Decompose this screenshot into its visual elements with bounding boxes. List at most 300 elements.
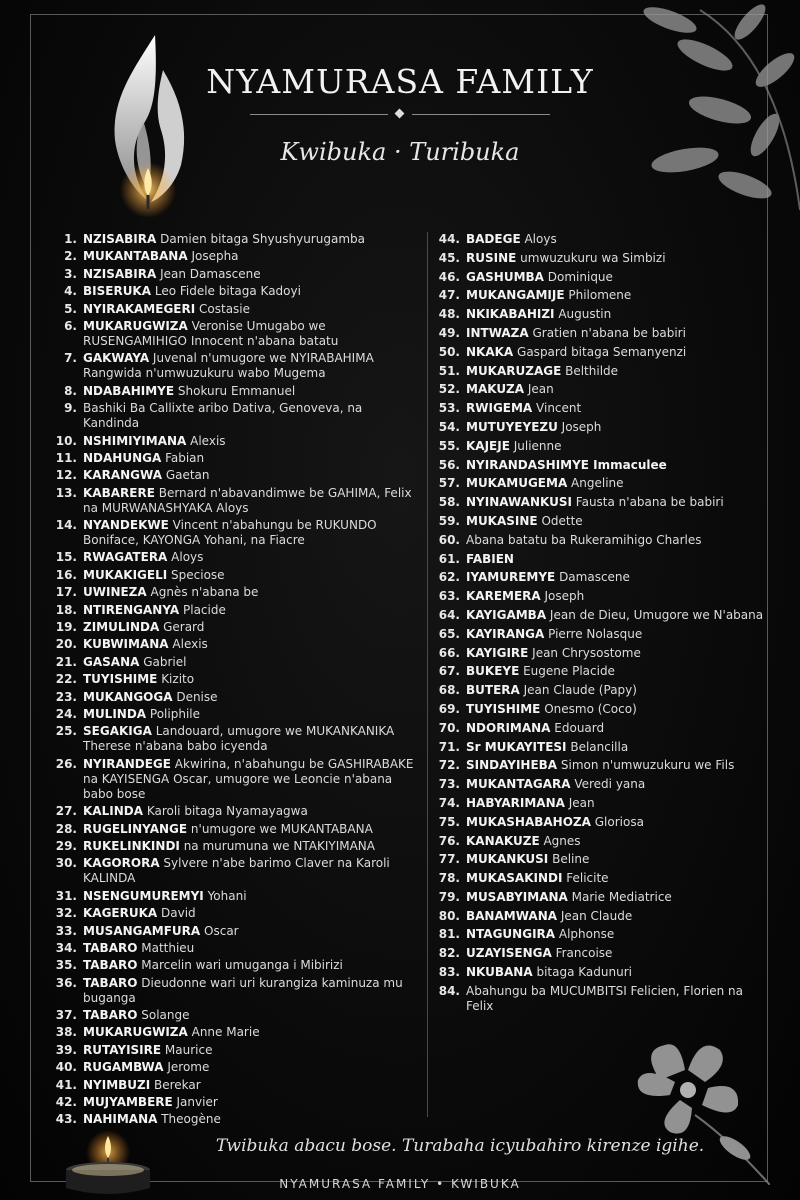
item-number: 62. <box>438 570 460 585</box>
item-text <box>466 552 773 567</box>
item-surname: NYIRANDEGE <box>83 756 171 771</box>
item-text <box>466 476 773 491</box>
item-surname: NYIRANDASHIMYE Immaculee <box>466 457 667 472</box>
item-number: 25. <box>55 724 77 739</box>
list-item <box>50 603 420 618</box>
item-number: 14. <box>55 518 77 533</box>
list-item <box>433 946 773 961</box>
item-given-names: Costasie <box>195 301 251 316</box>
list-item <box>433 683 773 698</box>
item-number: 36. <box>55 975 77 990</box>
item-given-names: na murumuna we NTAKIYIMANA <box>179 838 375 853</box>
item-surname: KABARERE <box>83 485 155 500</box>
item-given-names: Agnes <box>539 833 581 848</box>
item-number: 43. <box>55 1112 77 1127</box>
item-number: 64. <box>438 607 460 622</box>
list-item <box>50 1008 420 1023</box>
page-subtitle: Kwibuka · Turibuka <box>280 138 520 166</box>
item-surname: MUKASHABAHOZA <box>466 814 591 829</box>
item-surname: KAYIRANGA <box>466 626 545 641</box>
item-given-names: Bernard n'abavandimwe be GAHIMA, Felix na MURWANASHYAKA Aloys <box>83 485 412 515</box>
item-text <box>83 958 420 973</box>
list-item <box>50 486 420 516</box>
item-given-names: Maurice <box>161 1042 213 1057</box>
item-given-names: Abana batatu ba Rukeramihigo Charles <box>466 532 702 547</box>
item-text <box>83 351 420 381</box>
item-text <box>466 834 773 849</box>
list-item <box>50 724 420 754</box>
item-text <box>466 796 773 811</box>
item-given-names: Fabian <box>161 450 205 465</box>
item-given-names: n'umugore we MUKANTABANA <box>187 821 373 836</box>
item-surname: MUKAMUGEMA <box>466 476 568 491</box>
item-text <box>466 871 773 886</box>
leaves-icon <box>640 0 800 220</box>
list-item <box>50 401 420 431</box>
item-text <box>83 822 420 837</box>
list-item <box>50 637 420 652</box>
item-given-names: Beline <box>548 852 590 867</box>
item-given-names: Gaetan <box>162 468 210 483</box>
item-text <box>466 740 773 755</box>
item-given-names: Joseph <box>540 589 585 604</box>
item-number: 35. <box>55 958 77 973</box>
item-surname: NSHIMIYIMANA <box>83 433 187 448</box>
item-surname: TABARO <box>83 958 138 973</box>
item-surname: KAGORORA <box>83 856 160 871</box>
item-number: 46. <box>438 269 460 284</box>
item-text <box>83 518 420 548</box>
item-number: 80. <box>438 908 460 923</box>
item-number: 70. <box>438 720 460 735</box>
item-text <box>466 815 773 830</box>
item-surname: MUKANKUSI <box>466 852 549 867</box>
item-text <box>83 757 420 802</box>
item-surname: NYIRAKAMEGERI <box>83 301 196 316</box>
page-title: NYAMURASA FAMILY <box>206 62 594 101</box>
item-given-names: bitaga Kadunuri <box>532 965 632 980</box>
item-number: 78. <box>438 871 460 886</box>
footer-text: NYAMURASA FAMILY • KWIBUKA <box>279 1177 521 1191</box>
item-text <box>83 839 420 854</box>
item-surname: NYIMBUZI <box>83 1077 151 1092</box>
list-item <box>50 958 420 973</box>
item-surname: NTAGUNGIRA <box>466 927 556 942</box>
item-text <box>83 1060 420 1075</box>
list-item <box>50 451 420 466</box>
item-number: 55. <box>438 438 460 453</box>
item-surname: FABIEN <box>466 551 514 566</box>
item-surname: ZIMULINDA <box>83 620 160 635</box>
list-item <box>50 550 420 565</box>
item-surname: NKAKA <box>466 344 514 359</box>
list-item <box>433 270 773 285</box>
list-item <box>50 384 420 399</box>
item-given-names: Jean de Dieu, Umugore we N'abana <box>546 607 764 622</box>
item-text <box>466 758 773 773</box>
list-item <box>433 307 773 322</box>
item-text <box>466 664 773 679</box>
item-surname: KAJEJE <box>466 438 510 453</box>
item-number: 17. <box>55 585 77 600</box>
item-number: 40. <box>55 1060 77 1075</box>
item-given-names: Jean <box>524 382 554 397</box>
list-item <box>50 585 420 600</box>
item-given-names: Augustin <box>554 307 612 322</box>
item-surname: KAGERUKA <box>83 906 158 921</box>
list-item <box>50 1060 420 1075</box>
item-given-names: Marie Mediatrice <box>567 889 672 904</box>
list-item <box>50 822 420 837</box>
list-item <box>433 646 773 661</box>
list-item <box>50 672 420 687</box>
item-number: 18. <box>55 602 77 617</box>
item-number: 50. <box>438 344 460 359</box>
list-item <box>433 740 773 755</box>
item-given-names: Jean Claude <box>557 908 633 923</box>
item-text <box>83 319 420 349</box>
item-text <box>83 804 420 819</box>
item-surname: NDORIMANA <box>466 720 551 735</box>
list-item <box>433 664 773 679</box>
item-given-names: Solange <box>137 1008 190 1023</box>
list-item <box>50 319 420 349</box>
item-given-names: Jean <box>564 795 595 810</box>
item-given-names: Joseph <box>557 419 602 434</box>
item-surname: IYAMUREMYE <box>466 570 556 585</box>
item-given-names: Belancilla <box>566 739 629 754</box>
list-item <box>433 401 773 416</box>
item-text <box>83 1008 420 1023</box>
item-surname: NDAHUNGA <box>83 450 162 465</box>
item-given-names: Aloys <box>520 232 557 246</box>
list-item <box>50 906 420 921</box>
list-item <box>433 420 773 435</box>
list-item <box>433 232 773 247</box>
item-given-names: Berekar <box>150 1077 201 1092</box>
list-item <box>433 852 773 867</box>
item-number: 56. <box>438 457 460 472</box>
item-given-names: Veronise Umugabo we RUSENGAMIHIGO Innocent n'abana batatu <box>83 318 339 348</box>
item-surname: RUGAMBWA <box>83 1060 164 1075</box>
item-number: 23. <box>55 689 77 704</box>
item-text <box>466 965 773 980</box>
item-given-names: Francoise <box>551 946 613 961</box>
item-number: 37. <box>55 1008 77 1023</box>
item-given-names: Damascene <box>555 570 630 585</box>
column-divider <box>427 232 428 1117</box>
flame-icon <box>103 30 193 220</box>
item-text <box>466 288 773 303</box>
item-text <box>83 620 420 635</box>
item-text <box>466 946 773 961</box>
item-given-names: Landouard, umugore we MUKANKANIKA Therese n'abana babo icyenda <box>83 724 395 754</box>
item-given-names: Gloriosa <box>590 814 644 829</box>
item-number: 28. <box>55 821 77 836</box>
item-text <box>466 458 773 473</box>
list-item <box>433 439 773 454</box>
list-item <box>433 495 773 510</box>
list-item <box>433 345 773 360</box>
list-item <box>50 707 420 722</box>
item-number: 83. <box>438 965 460 980</box>
item-number: 71. <box>438 739 460 754</box>
item-number: 60. <box>438 532 460 547</box>
list-item <box>433 251 773 266</box>
list-item <box>433 570 773 585</box>
item-given-names: Aloys <box>167 550 204 565</box>
item-surname: MUKANTAGARA <box>466 777 571 792</box>
item-text <box>466 570 773 585</box>
item-given-names: Janvier <box>172 1095 218 1110</box>
item-surname: GASANA <box>83 654 140 669</box>
item-number: 54. <box>438 419 460 434</box>
list-item <box>433 758 773 773</box>
item-number: 7. <box>64 351 77 366</box>
item-surname: RWIGEMA <box>466 401 533 416</box>
item-surname: NKIKABAHIZI <box>466 307 555 322</box>
item-number: 3. <box>64 266 77 281</box>
item-given-names: Matthieu <box>137 940 195 955</box>
item-number: 33. <box>55 923 77 938</box>
item-given-names: Gratien n'abana be babiri <box>528 325 686 340</box>
item-given-names: Onesmo (Coco) <box>540 701 637 716</box>
item-text <box>466 364 773 379</box>
item-given-names: Kizito <box>157 672 195 687</box>
item-number: 4. <box>64 284 77 299</box>
item-surname: BANAMWANA <box>466 908 558 923</box>
item-text <box>83 267 420 282</box>
item-text <box>83 724 420 754</box>
list-item <box>433 702 773 717</box>
item-surname: NAHIMANA <box>83 1112 158 1127</box>
item-given-names: Placide <box>179 602 226 617</box>
list-item <box>50 267 420 282</box>
item-given-names: Jerome <box>163 1060 210 1075</box>
item-surname: KALINDA <box>83 804 143 819</box>
item-given-names: Alexis <box>168 637 208 652</box>
item-number: 5. <box>64 301 77 316</box>
list-item <box>433 627 773 642</box>
item-surname: KAREMERA <box>466 589 541 604</box>
item-surname: MUTUYEYEZU <box>466 419 558 434</box>
item-given-names: Jean Claude (Papy) <box>519 683 637 698</box>
item-given-names: Karoli bitaga Nyamayagwa <box>143 804 308 819</box>
item-surname: MUKANTABANA <box>83 249 188 264</box>
item-surname: RUGELINYANGE <box>83 821 188 836</box>
item-text <box>466 702 773 717</box>
item-number: 51. <box>438 363 460 378</box>
item-text <box>83 1095 420 1110</box>
list-item <box>50 232 420 247</box>
item-surname: INTWAZA <box>466 325 529 340</box>
item-text <box>83 889 420 904</box>
item-number: 41. <box>55 1077 77 1092</box>
item-text <box>83 603 420 618</box>
item-text <box>466 251 773 266</box>
item-surname: KUBWIMANA <box>83 637 169 652</box>
item-number: 45. <box>438 250 460 265</box>
item-number: 16. <box>55 567 77 582</box>
item-surname: NYANDEKWE <box>83 518 169 533</box>
item-number: 57. <box>438 476 460 491</box>
list-item <box>433 909 773 924</box>
item-surname: NDABAHIMYE <box>83 383 175 398</box>
list-item <box>433 834 773 849</box>
item-given-names: Belthilde <box>561 363 619 378</box>
item-text <box>466 401 773 416</box>
item-text <box>83 1043 420 1058</box>
item-given-names: Akwirina, n'abahungu be GASHIRABAKE na KAYISENGA Oscar, umugore we Leoncie n'abana babo bose <box>83 756 414 801</box>
item-surname: UWINEZA <box>83 585 147 600</box>
list-item <box>50 690 420 705</box>
names-list-left <box>50 232 420 1130</box>
item-number: 34. <box>55 940 77 955</box>
item-surname: SEGAKIGA <box>83 724 152 739</box>
list-item <box>433 796 773 811</box>
item-text <box>83 451 420 466</box>
item-given-names: Julienne <box>509 438 562 453</box>
item-number: 48. <box>438 307 460 322</box>
list-item <box>50 839 420 854</box>
item-text <box>83 434 420 449</box>
item-given-names: Marcelin wari umuganga i Mibirizi <box>137 958 343 973</box>
item-surname: MUKANGAMIJE <box>466 288 565 303</box>
item-given-names: Alexis <box>186 433 226 448</box>
item-surname: BUKEYE <box>466 664 520 679</box>
item-given-names: Leo Fidele bitaga Kadoyi <box>151 284 301 299</box>
item-given-names: Damien bitaga Shyushyurugamba <box>156 232 365 246</box>
list-item <box>50 351 420 381</box>
item-given-names: Anne Marie <box>187 1025 260 1040</box>
list-item <box>433 326 773 341</box>
list-item <box>50 856 420 886</box>
item-text <box>466 777 773 792</box>
item-text <box>466 232 773 247</box>
item-text <box>466 345 773 360</box>
item-surname: NZISABIRA <box>83 232 157 246</box>
item-text <box>466 382 773 397</box>
list-item <box>433 608 773 623</box>
item-surname: NYINAWANKUSI <box>466 495 572 510</box>
item-text <box>83 384 420 399</box>
item-number: 79. <box>438 889 460 904</box>
item-text <box>83 637 420 652</box>
item-number: 63. <box>438 589 460 604</box>
list-item <box>50 518 420 548</box>
item-number: 38. <box>55 1025 77 1040</box>
item-number: 53. <box>438 401 460 416</box>
item-surname: MUKASINE <box>466 513 538 528</box>
item-text <box>83 284 420 299</box>
list-item <box>50 1043 420 1058</box>
item-text <box>466 909 773 924</box>
item-given-names: Gabriel <box>139 654 187 669</box>
list-item <box>50 620 420 635</box>
item-given-names: Juvenal n'umugore we NYIRABAHIMA Rangwida n'umwuzukuru wabo Mugema <box>83 351 374 381</box>
item-surname: MUKAKIGELI <box>83 567 168 582</box>
item-given-names: Oscar <box>200 923 239 938</box>
item-text <box>466 627 773 642</box>
item-text <box>83 672 420 687</box>
item-text <box>466 646 773 661</box>
list-item <box>50 924 420 939</box>
flower-icon <box>620 1020 770 1185</box>
item-number: 30. <box>55 856 77 871</box>
item-number: 67. <box>438 664 460 679</box>
item-text <box>466 683 773 698</box>
item-number: 32. <box>55 906 77 921</box>
list-item <box>50 468 420 483</box>
item-text <box>83 976 420 1006</box>
item-text <box>466 439 773 454</box>
item-number: 19. <box>55 620 77 635</box>
item-given-names: Gaspard bitaga Semanyenzi <box>513 344 687 359</box>
item-given-names: Vincent <box>532 401 582 416</box>
item-text <box>83 906 420 921</box>
item-given-names: Dieudonne wari uri kurangiza kaminuza mu buganga <box>83 975 403 1005</box>
item-surname: KAYIGAMBA <box>466 607 547 622</box>
item-surname: RUTAYISIRE <box>83 1042 162 1057</box>
item-number: 8. <box>64 383 77 398</box>
item-text <box>466 927 773 942</box>
item-given-names: Poliphile <box>146 706 200 721</box>
item-surname: MULINDA <box>83 706 147 721</box>
list-item <box>433 815 773 830</box>
item-text <box>466 852 773 867</box>
list-item <box>50 1025 420 1040</box>
item-text <box>466 495 773 510</box>
item-number: 12. <box>55 468 77 483</box>
list-item <box>433 552 773 567</box>
item-surname: TUYISHIME <box>83 672 158 687</box>
item-number: 20. <box>55 637 77 652</box>
item-surname: UZAYISENGA <box>466 946 552 961</box>
item-text <box>83 302 420 317</box>
item-number: 15. <box>55 550 77 565</box>
item-number: 75. <box>438 814 460 829</box>
item-given-names: Denise <box>172 689 218 704</box>
title-rule-right <box>412 114 550 115</box>
item-surname: NTIRENGANYA <box>83 602 180 617</box>
list-item <box>50 302 420 317</box>
item-surname: Sr MUKAYITESI <box>466 739 567 754</box>
list-item <box>50 1095 420 1110</box>
item-number: 61. <box>438 551 460 566</box>
item-number: 27. <box>55 804 77 819</box>
item-surname: NSENGUMUREMYI <box>83 888 204 903</box>
item-text <box>466 608 773 623</box>
item-given-names: Gerard <box>159 620 205 635</box>
item-text <box>83 585 420 600</box>
item-surname: RWAGATERA <box>83 550 168 565</box>
list-item <box>50 568 420 583</box>
item-text <box>83 707 420 722</box>
item-surname: MUSANGAMFURA <box>83 923 201 938</box>
list-item <box>50 889 420 904</box>
list-item <box>433 288 773 303</box>
item-given-names: Fausta n'abana be babiri <box>571 495 724 510</box>
item-surname: RUSINE <box>466 250 517 265</box>
item-number: 2. <box>64 249 77 264</box>
item-text <box>466 326 773 341</box>
item-number: 66. <box>438 645 460 660</box>
item-given-names: Philomene <box>564 288 632 303</box>
item-number: 31. <box>55 888 77 903</box>
item-given-names: Speciose <box>167 567 225 582</box>
item-number: 11. <box>55 450 77 465</box>
item-text <box>466 420 773 435</box>
